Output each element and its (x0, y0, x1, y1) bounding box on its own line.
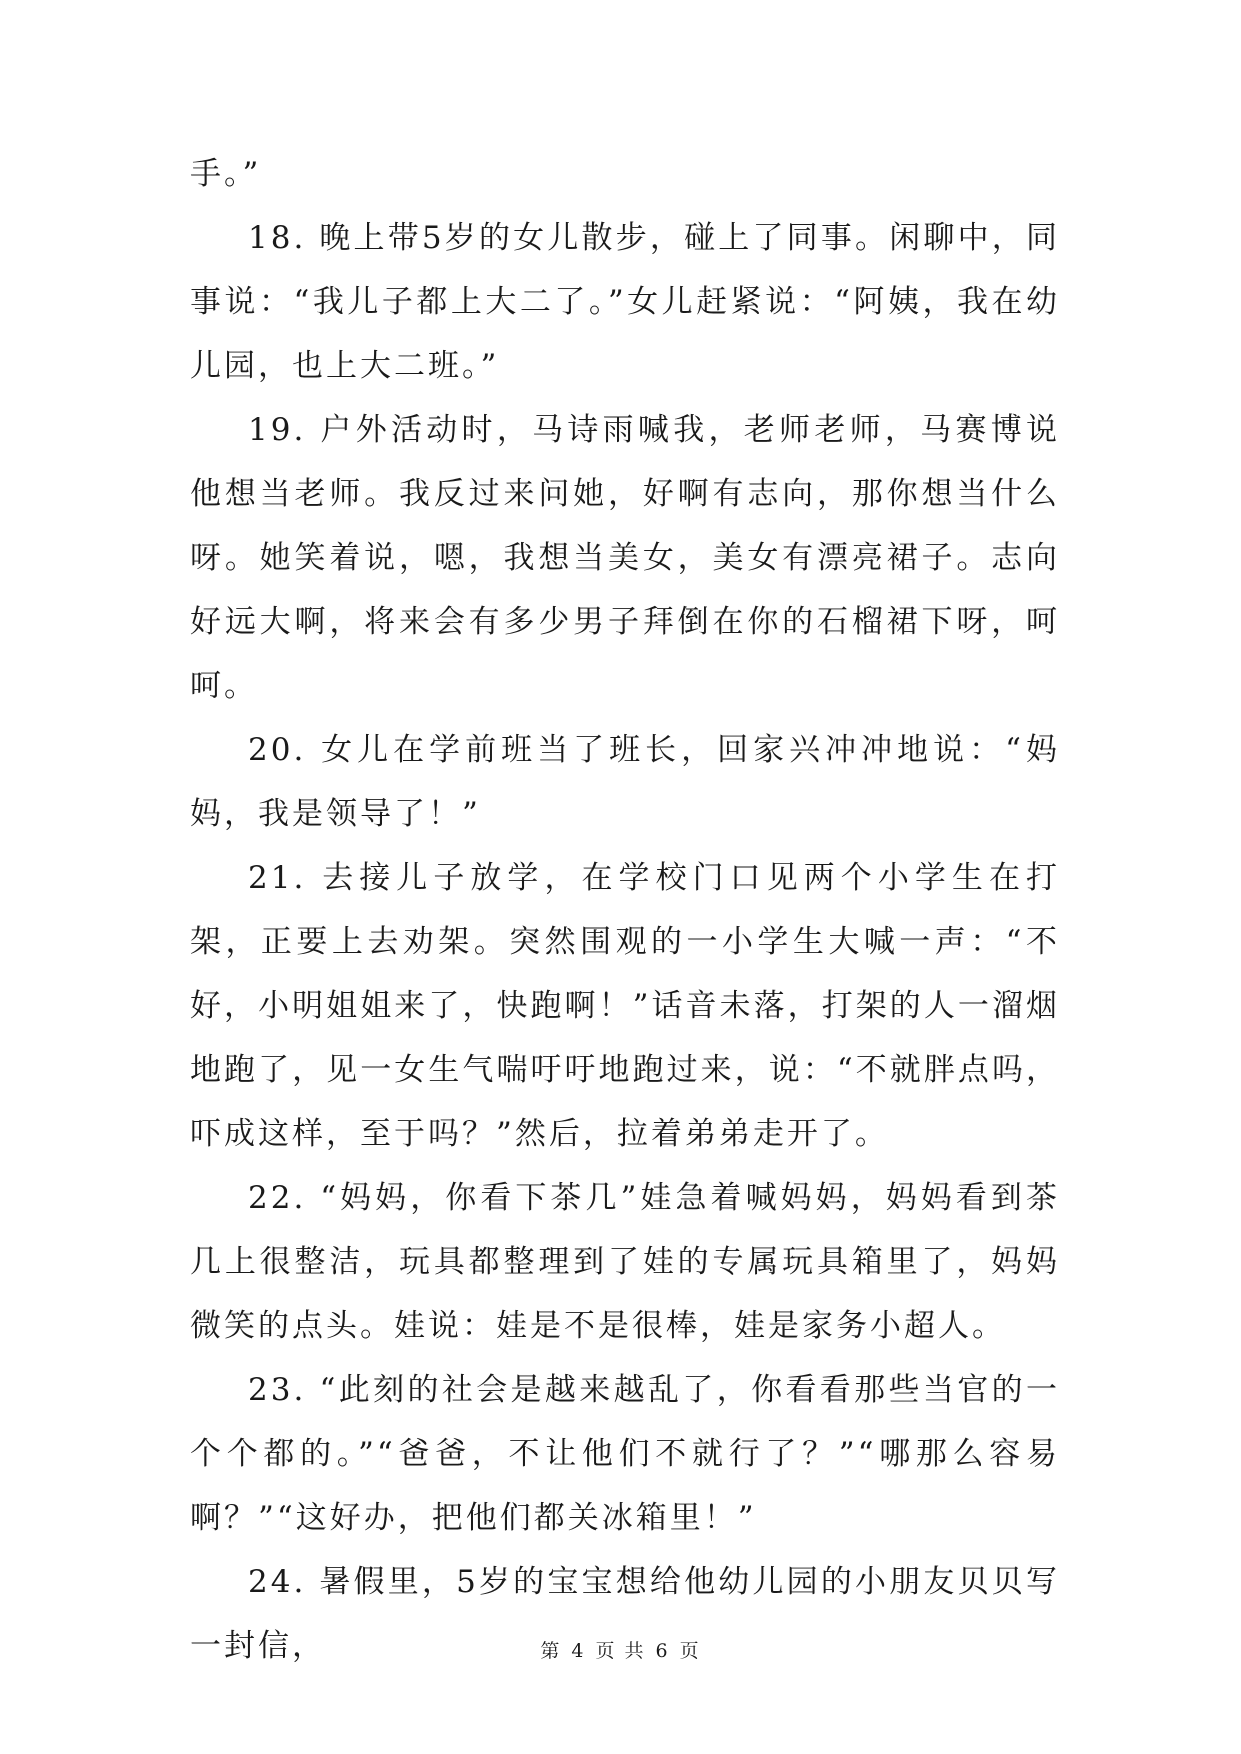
footer-suffix: 页 (679, 1640, 701, 1662)
paragraph-23: 23. “此刻的社会是越来越乱了，你看看那些当官的一个个都的。”“爸爸，不让他们不就行了？”“哪那么容易啊？”“这好办，把他们都关冰箱里！” (190, 1372, 1060, 1536)
document-body (190, 142, 1060, 1678)
footer-prefix: 第 (540, 1640, 562, 1662)
footer-current-page: 4 (571, 1640, 586, 1662)
footer-middle: 页 共 (595, 1640, 646, 1662)
continuation-paragraph: 手。” (190, 156, 262, 192)
footer-total-pages: 6 (655, 1640, 670, 1662)
paragraph-18: 18. 晚上带5岁的女儿散步，碰上了同事。闲聊中，同事说：“我儿子都上大二了。”女儿赶紧说：“阿姨，我在幼儿园，也上大二班。” (190, 220, 1060, 384)
paragraph-20: 20. 女儿在学前班当了班长，回家兴冲冲地说：“妈妈，我是领导了！” (190, 732, 1060, 832)
paragraph-22: 22. “妈妈，你看下茶几”娃急着喊妈妈，妈妈看到茶几上很整洁，玩具都整理到了娃的专属玩具箱里了，妈妈微笑的点头。娃说：娃是不是很棒，娃是家务小超人。 (190, 1180, 1060, 1344)
paragraph-24: 24. 暑假里，5岁的宝宝想给他幼儿园的小朋友贝贝写一封信， (190, 1564, 1060, 1664)
page-footer (0, 1636, 1241, 1663)
paragraph-21: 21. 去接儿子放学，在学校门口见两个小学生在打架，正要上去劝架。突然围观的一小学生大喊一声：“不好，小明姐姐来了，快跑啊！”话音未落，打架的人一溜烟地跑了，见一女生气喘吁吁地跑过来，说：“不就胖点吗，吓成这样，至于吗？”然后，拉着弟弟走开了。 (190, 860, 1060, 1152)
paragraph-19: 19. 户外活动时，马诗雨喊我，老师老师，马赛博说他想当老师。我反过来问她，好啊有志向，那你想当什么呀。她笑着说，嗯，我想当美女，美女有漂亮裙子。志向好远大啊，将来会有多少男子拜倒在你的石榴裙下呀，呵呵。 (190, 412, 1060, 704)
